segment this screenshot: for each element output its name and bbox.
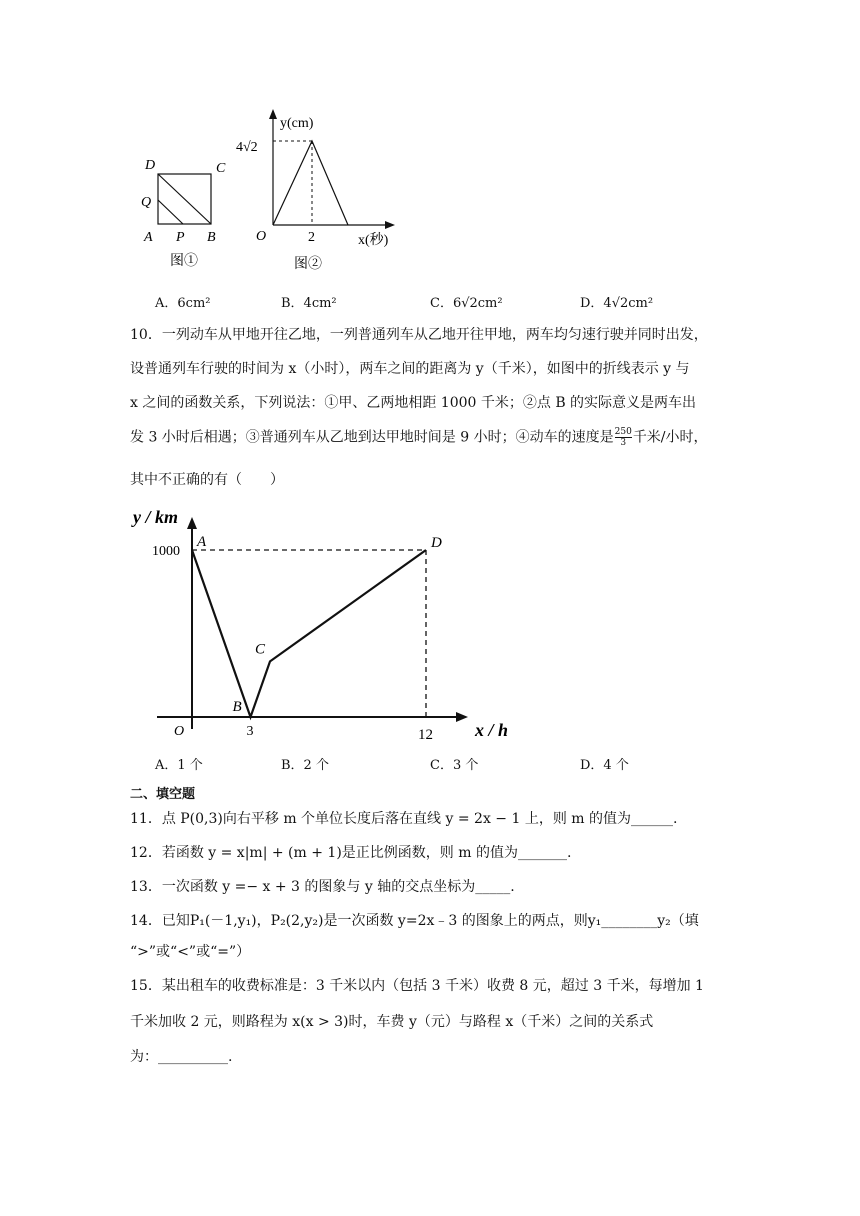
q9-option-a: A．6cm² (155, 296, 211, 311)
fig2-y-peak-label: 4√2 (236, 140, 258, 155)
q10-option-a: A．1 个 (155, 758, 203, 773)
fig2-x-arrow (385, 221, 395, 229)
x-axis-label: x / h (475, 720, 509, 740)
q10-line-2: 设普通列车行驶的时间为 x（小时），两车之间的距离为 y（千米），如图中的折线表示 y 与 (130, 361, 690, 377)
fig2-x-axis-label: x(秒) (358, 233, 389, 248)
label-b: B (207, 230, 216, 245)
label-d: D (145, 158, 156, 173)
q10-line-4 (130, 427, 708, 448)
q10-line-3: x 之间的函数关系，下列说法：①甲、乙两地相距 1000 千米；②点 B 的实际意义是两车出 (130, 395, 697, 411)
x-tick-3: 3 (246, 724, 254, 739)
y-tick-1000: 1000 (152, 544, 180, 559)
q10-option-d: D．4 个 (580, 758, 629, 773)
distance-polyline (192, 550, 426, 717)
q10-option-c: C．3 个 (430, 758, 479, 773)
figure-1-caption: 图① (170, 254, 198, 269)
q13: 13．一次函数 y =− x + 3 的图象与 y 轴的交点坐标为_____. (130, 879, 515, 895)
q10-option-b: B．2 个 (281, 758, 329, 773)
fig2-origin: O (256, 229, 267, 244)
q10-line-1: 10．一列动车从甲地开往乙地，一列普通列车从乙地开往甲地，两车均匀速行驶并同时出发， (130, 327, 708, 343)
fig2-triangle-graph (273, 141, 348, 225)
q14-line-1: 14．已知P₁(－1,y₁)，P₂(2,y₂)是一次函数 y=2x﹣3 的图象上的两点，则y₁________y₂（填 (130, 913, 699, 929)
point-label-c: C (255, 641, 266, 658)
diagonal-db (158, 174, 211, 224)
segment-qp (158, 200, 183, 224)
y-axis-arrow (187, 517, 197, 529)
q10-distance-chart (125, 500, 525, 745)
point-label-d: D (431, 535, 442, 551)
figure-2-caption: 图② (294, 257, 322, 272)
y-axis-label: y / km (133, 507, 178, 527)
q15-line-1: 15．某出租车的收费标准是：3 千米以内（包括 3 千米）收费 8 元，超过 3 千米，每增加 1 (130, 978, 704, 994)
label-a: A (144, 230, 153, 245)
point-label-b: B (232, 699, 242, 715)
q10-line-4-text: 发 3 小时后相遇；③普通列车从乙地到达甲地时间是 9 小时；④动车的速度是 (130, 429, 614, 446)
label-p: P (176, 230, 185, 245)
figure-1-square (135, 150, 245, 275)
label-q: Q (141, 195, 152, 210)
q9-option-c: C．6√2cm² (430, 296, 503, 311)
speed-fraction-numerator: 250 (614, 427, 632, 437)
x-axis-arrow (456, 712, 468, 722)
point-label-a: A (197, 534, 207, 550)
q11: 11．点 P(0,3)向右平移 m 个单位长度后落在直线 y = 2x − 1 上，则 m 的值为______. (130, 811, 678, 827)
q10-line-5: 其中不正确的有（ ） (130, 472, 284, 488)
x-tick-12: 12 (418, 727, 433, 743)
fig2-y-axis-label: y(cm) (280, 116, 314, 131)
q15-line-3: 为：__________. (130, 1049, 233, 1065)
speed-fraction (615, 427, 632, 448)
origin-label: O (174, 724, 185, 739)
q12: 12．若函数 y = x|m| + (m + 1)是正比例函数，则 m 的值为_______. (130, 845, 572, 861)
figure-2-graph (230, 105, 405, 275)
q9-option-b: B．4cm² (281, 296, 337, 311)
q9-option-d: D．4√2cm² (580, 296, 654, 311)
q14-line-2: “>”或“<”或“=”） (130, 944, 251, 960)
q15-line-2: 千米加收 2 元，则路程为 x(x > 3)时，车费 y（元）与路程 x（千米）之间的关系式 (130, 1014, 654, 1030)
label-c: C (216, 161, 226, 176)
fig2-y-arrow (269, 109, 277, 119)
speed-fraction-denominator: 3 (620, 438, 627, 448)
q10-line-4-tail: 千米/小时， (632, 429, 708, 446)
fig2-x-tick: 2 (308, 230, 315, 245)
section-2-title: 二、填空题 (130, 787, 196, 802)
